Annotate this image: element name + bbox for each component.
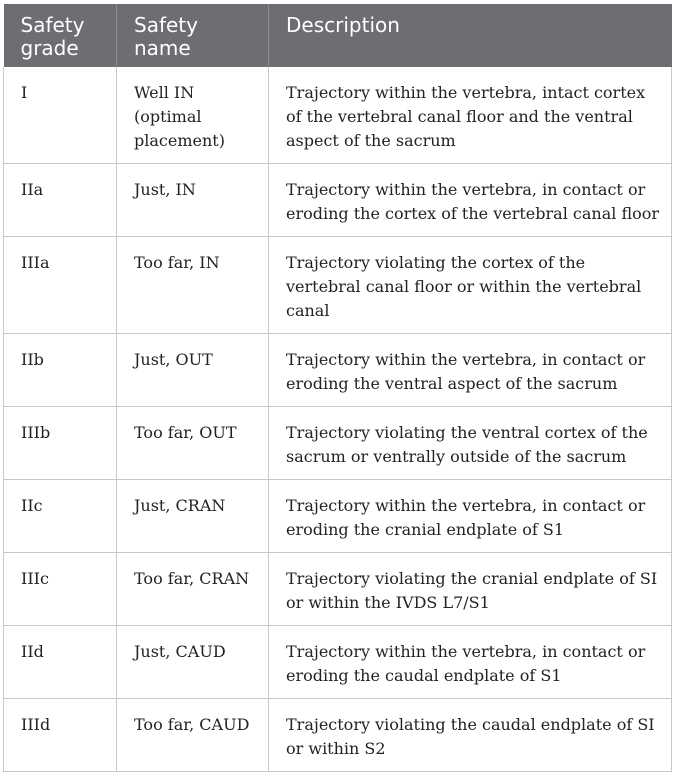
text-line: or within S2	[286, 739, 386, 758]
safety-grade-table	[3, 4, 672, 772]
cell-grade: IIIb	[4, 407, 117, 480]
table-header	[4, 4, 672, 67]
header-row	[4, 4, 672, 67]
text-line: Trajectory within the vertebra, intact cortex	[286, 83, 646, 102]
cell-grade: IIIa	[4, 237, 117, 334]
cell-name	[117, 626, 269, 699]
text-line: Too far, CAUD	[134, 715, 250, 734]
table-row	[4, 480, 672, 553]
text-line: eroding the caudal endplate of S1	[286, 666, 562, 685]
text-line: vertebral canal floor or within the vertebral	[286, 277, 642, 296]
text-line: Trajectory violating the caudal endplate of SI	[286, 715, 655, 734]
text-line: Just, OUT	[134, 350, 213, 369]
cell-description	[269, 164, 672, 237]
text-line: eroding the cranial endplate of S1	[286, 520, 565, 539]
cell-grade: IIa	[4, 164, 117, 237]
cell-grade: IIIc	[4, 553, 117, 626]
text-line: or within the IVDS L7/S1	[286, 593, 490, 612]
text-line: eroding the cortex of the vertebral canal floor	[286, 204, 660, 223]
table-row	[4, 334, 672, 407]
header-description	[269, 4, 672, 67]
text-line: Just, CAUD	[134, 642, 226, 661]
text-line: Well IN	[134, 83, 195, 102]
text-line: (optimal	[134, 107, 202, 126]
text-line: Too far, OUT	[134, 423, 237, 442]
cell-description	[269, 334, 672, 407]
cell-description	[269, 67, 672, 164]
text-line: placement)	[134, 131, 225, 150]
cell-name	[117, 699, 269, 772]
text-line: Just, CRAN	[134, 496, 226, 515]
text-line: Just, IN	[134, 180, 196, 199]
cell-name	[117, 164, 269, 237]
table-row	[4, 626, 672, 699]
cell-grade: IIId	[4, 699, 117, 772]
header-safety-grade	[4, 4, 117, 67]
text-line: Trajectory within the vertebra, in contact or	[286, 496, 646, 515]
table-row	[4, 699, 672, 772]
table-row	[4, 164, 672, 237]
cell-grade: IId	[4, 626, 117, 699]
table-row	[4, 553, 672, 626]
text-line: Trajectory violating the cortex of the	[286, 253, 586, 272]
cell-name	[117, 480, 269, 553]
cell-name	[117, 237, 269, 334]
cell-description	[269, 699, 672, 772]
text-line: Too far, CRAN	[134, 569, 250, 588]
text-line: Safety	[20, 13, 85, 37]
table-row	[4, 67, 672, 164]
cell-name	[117, 67, 269, 164]
text-line: sacrum or ventrally outside of the sacrum	[286, 447, 627, 466]
cell-grade: IIc	[4, 480, 117, 553]
text-line: Trajectory within the vertebra, in contact or	[286, 180, 646, 199]
cell-grade: I	[4, 67, 117, 164]
cell-description	[269, 407, 672, 480]
cell-name	[117, 334, 269, 407]
cell-grade: IIb	[4, 334, 117, 407]
safety-grade-table-container	[3, 4, 671, 772]
table-row	[4, 407, 672, 480]
text-line: Trajectory within the vertebra, in contact or	[286, 350, 646, 369]
text-line: Description	[286, 13, 400, 37]
text-line: Trajectory violating the cranial endplate of SI	[286, 569, 658, 588]
text-line: eroding the ventral aspect of the sacrum	[286, 374, 618, 393]
table-row	[4, 237, 672, 334]
text-line: canal	[286, 301, 330, 320]
header-safety-name	[117, 4, 269, 67]
text-line: Too far, IN	[134, 253, 220, 272]
cell-name	[117, 407, 269, 480]
table-body	[4, 67, 672, 772]
text-line: name	[134, 36, 191, 60]
text-line: Trajectory within the vertebra, in contact or	[286, 642, 646, 661]
text-line: aspect of the sacrum	[286, 131, 456, 150]
cell-description	[269, 626, 672, 699]
cell-description	[269, 553, 672, 626]
cell-description	[269, 480, 672, 553]
cell-name	[117, 553, 269, 626]
text-line: of the vertebral canal floor and the ventral	[286, 107, 633, 126]
cell-description	[269, 237, 672, 334]
text-line: grade	[20, 36, 79, 60]
text-line: Safety	[134, 13, 198, 37]
text-line: Trajectory violating the ventral cortex of the	[286, 423, 648, 442]
